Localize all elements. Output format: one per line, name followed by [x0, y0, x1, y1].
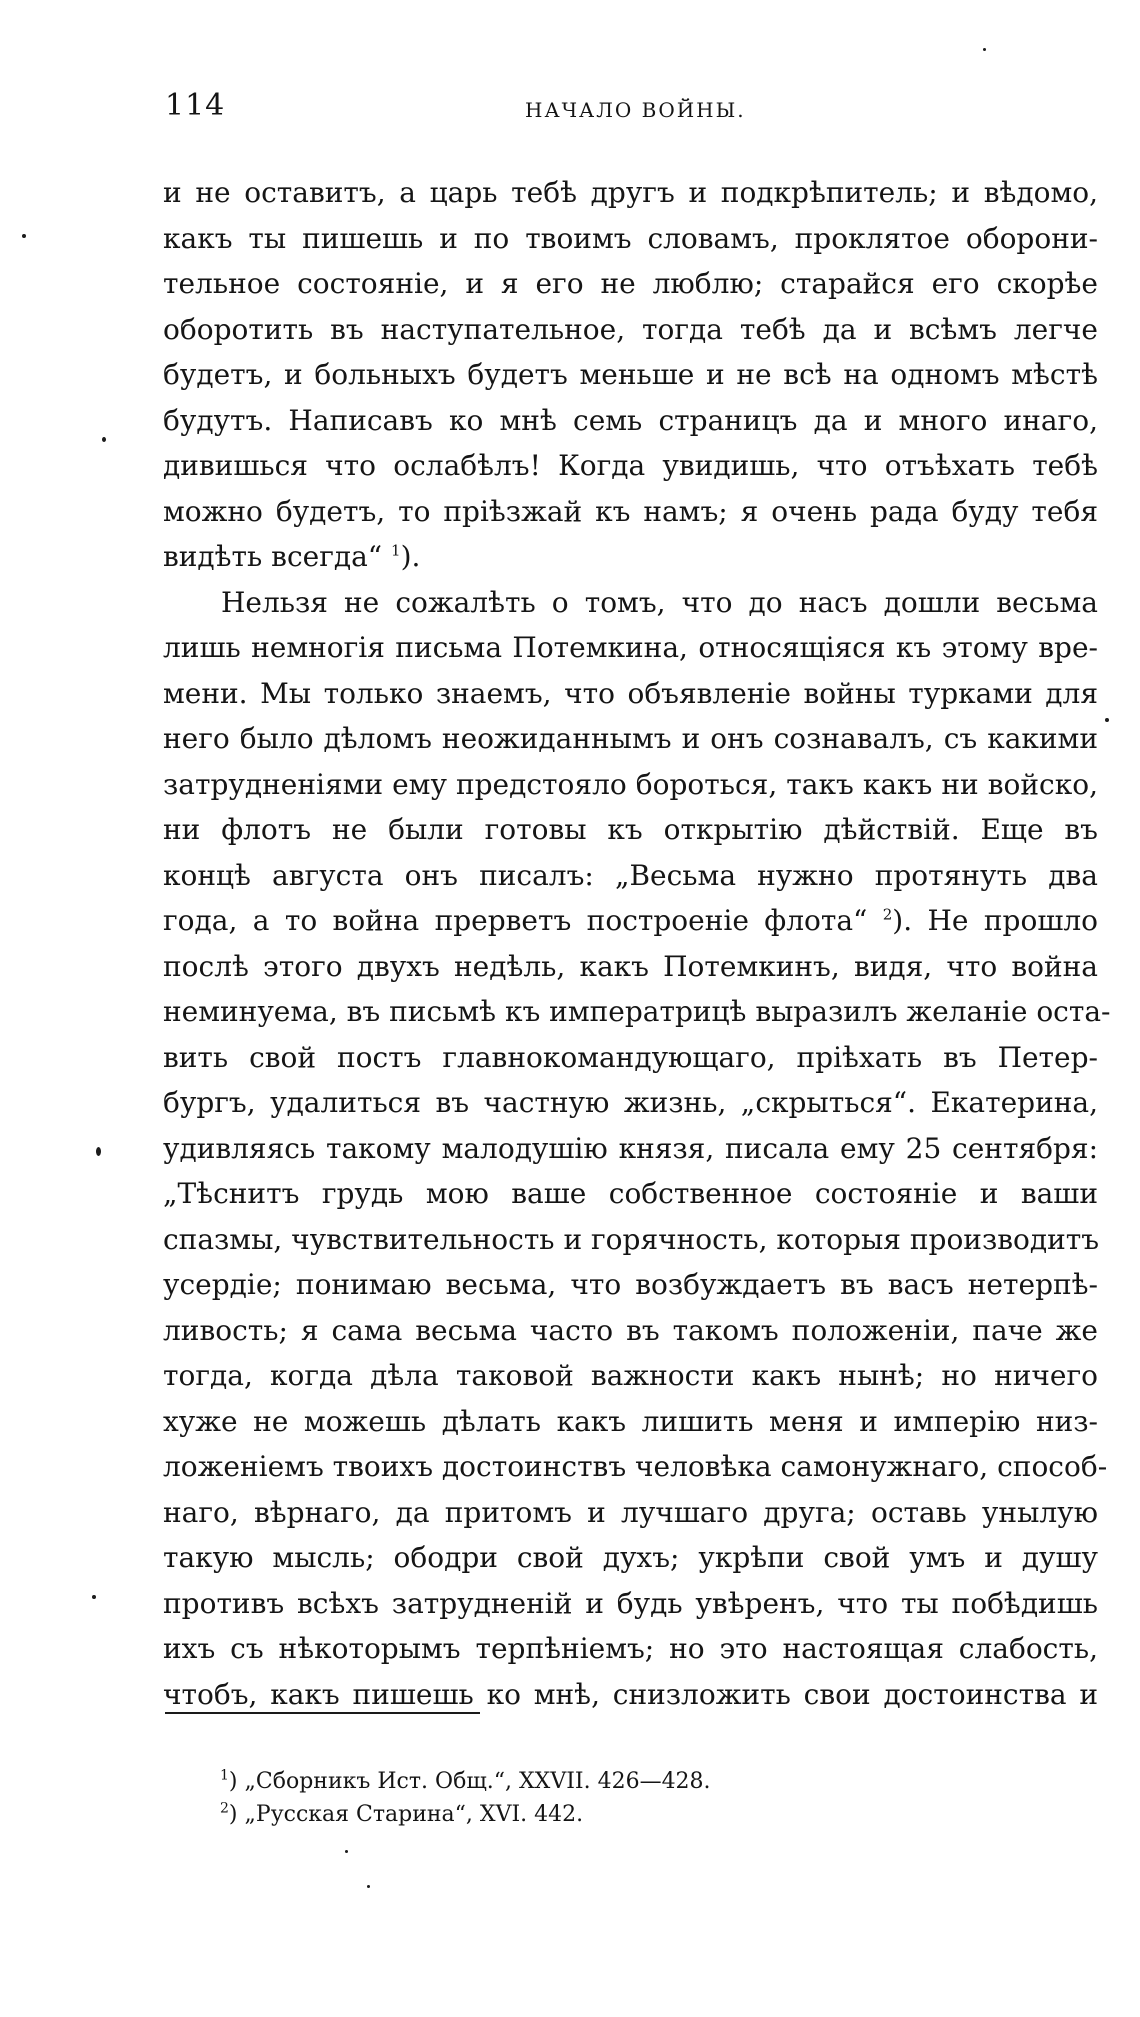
paper-speck [102, 437, 106, 442]
paper-speck [22, 234, 26, 238]
text-line: и не оставитъ, а царь тебѣ другъ и подкрѣпитель; и вѣдомо, [163, 176, 1098, 209]
text-fragment: ). Не прошло [892, 904, 1098, 937]
footnote-2 [220, 1798, 920, 1831]
text-fragment: ). [400, 540, 421, 573]
footnote-ref-1: 1 [391, 541, 401, 560]
footnote-1 [220, 1765, 920, 1798]
text-line-paragraph-end [163, 534, 1098, 580]
body-text [163, 170, 1111, 1717]
text-line-with-note [163, 898, 1098, 944]
footnote-ref-2: 2 [882, 905, 893, 924]
text-line: ливость; я сама весьма часто въ такомъ положеніи, паче же [163, 1313, 1098, 1347]
paper-speck [96, 1147, 101, 1156]
text-line: хуже не можешь дѣлать какъ лишить меня и имперію низ- [163, 1404, 1098, 1438]
text-line: удивляясь такому малодушію князя, писала ему 25 сентября: [163, 1131, 1098, 1165]
footnote-text: ) „Сборникъ Ист. Общ.“, XXVII. 426—428. [228, 1769, 711, 1794]
text-line: чтобъ, какъ пишешь ко мнѣ, снизложить свои достоинства и [163, 1677, 1098, 1711]
page-header [165, 88, 985, 138]
text-line: вить свой постъ главнокомандующаго, пріѣхать въ Петер- [163, 1040, 1098, 1074]
text-line: дивишься что ослабѣлъ! Когда увидишь, что отъѣхать тебѣ [163, 449, 1098, 482]
text-line: оборотить въ наступательное, тогда тебѣ да и всѣмъ легче [163, 312, 1098, 346]
text-line: будетъ, и больныхъ будетъ меньше и не всѣ на одномъ мѣстѣ [163, 358, 1098, 391]
text-line: лишь немногія письма Потемкина, относящіяся къ этому вре- [163, 631, 1098, 664]
text-line: тогда, когда дѣла таковой важности какъ нынѣ; но ничего [163, 1359, 1098, 1392]
footnote-mark: 2 [220, 1800, 229, 1817]
text-line: такую мысль; ободри свой духъ; укрѣпи свой умъ и душу [163, 1541, 1098, 1574]
text-line: спазмы, чувствительность и горячность, которыя производитъ [163, 1222, 1100, 1256]
text-line: послѣ этого двухъ недѣль, какъ Потемкинъ, видя, что война [163, 949, 1098, 983]
paper-speck [1105, 718, 1109, 722]
text-line: противъ всѣхъ затрудненій и будь увѣренъ, что ты побѣдишь [163, 1586, 1098, 1620]
text-line: будутъ. Написавъ ко мнѣ семь страницъ да и много инаго, [163, 403, 1098, 437]
text-line: ложеніемъ твоихъ достоинствъ человѣка самонужнаго, способ- [163, 1450, 1108, 1483]
paper-speck [345, 1850, 348, 1853]
footnote-rule [165, 1712, 480, 1714]
footnote-mark: 1 [220, 1767, 229, 1784]
footnotes [220, 1765, 920, 1831]
text-line: неминуема, въ письмѣ къ императрицѣ выразилъ желаніе оста- [163, 995, 1111, 1028]
text-line: тельное состояніе, и я его не люблю; старайся его скорѣе [163, 267, 1098, 300]
text-line: ни флотъ не были готовы къ открытію дѣйствій. Еще въ [163, 813, 1098, 846]
text-line: какъ ты пишешь и по твоимъ словамъ, проклятое оборони- [163, 221, 1098, 255]
text-line: него было дѣломъ неожиданнымъ и онъ сознавалъ, съ какими [163, 722, 1098, 755]
text-line: затрудненіями ему предстояло бороться, такъ какъ ни войско, [163, 767, 1098, 801]
text-line: усердіе; понимаю весьма, что возбуждаетъ въ васъ нетерпѣ- [163, 1268, 1098, 1301]
text-line-paragraph-start: Нельзя не сожалѣть о томъ, что до насъ дошли весьма [221, 585, 1098, 619]
text-line: „Тѣснитъ грудь мою ваше собственное состояніе и ваши [163, 1177, 1098, 1210]
footnote-text: ) „Русская Старина“, XVI. 442. [228, 1802, 584, 1827]
paper-speck [367, 1885, 370, 1888]
text-line: ихъ съ нѣкоторымъ терпѣніемъ; но это настоящая слабость, [163, 1632, 1098, 1665]
running-title: НАЧАЛО ВОЙНЫ. [525, 98, 746, 122]
text-fragment: видѣть всегда“ [163, 540, 383, 573]
text-line: бургъ, удалиться въ частную жизнь, „скрыться“. Екатерина, [163, 1086, 1098, 1119]
paper-speck [983, 48, 986, 51]
text-fragment: года, а то война прерветъ построеніе флота“ [163, 904, 868, 937]
paper-speck [92, 1595, 96, 1599]
text-line: наго, вѣрнаго, да притомъ и лучшаго друга; оставь унылую [163, 1495, 1098, 1529]
page-number: 114 [165, 88, 226, 123]
text-line: концѣ августа онъ писалъ: „Весьма нужно протянуть два [163, 858, 1098, 892]
text-line: мени. Мы только знаемъ, что объявленіе войны турками для [163, 676, 1098, 710]
text-line: можно будетъ, то пріѣзжай къ намъ; я очень рада буду тебя [163, 494, 1098, 528]
